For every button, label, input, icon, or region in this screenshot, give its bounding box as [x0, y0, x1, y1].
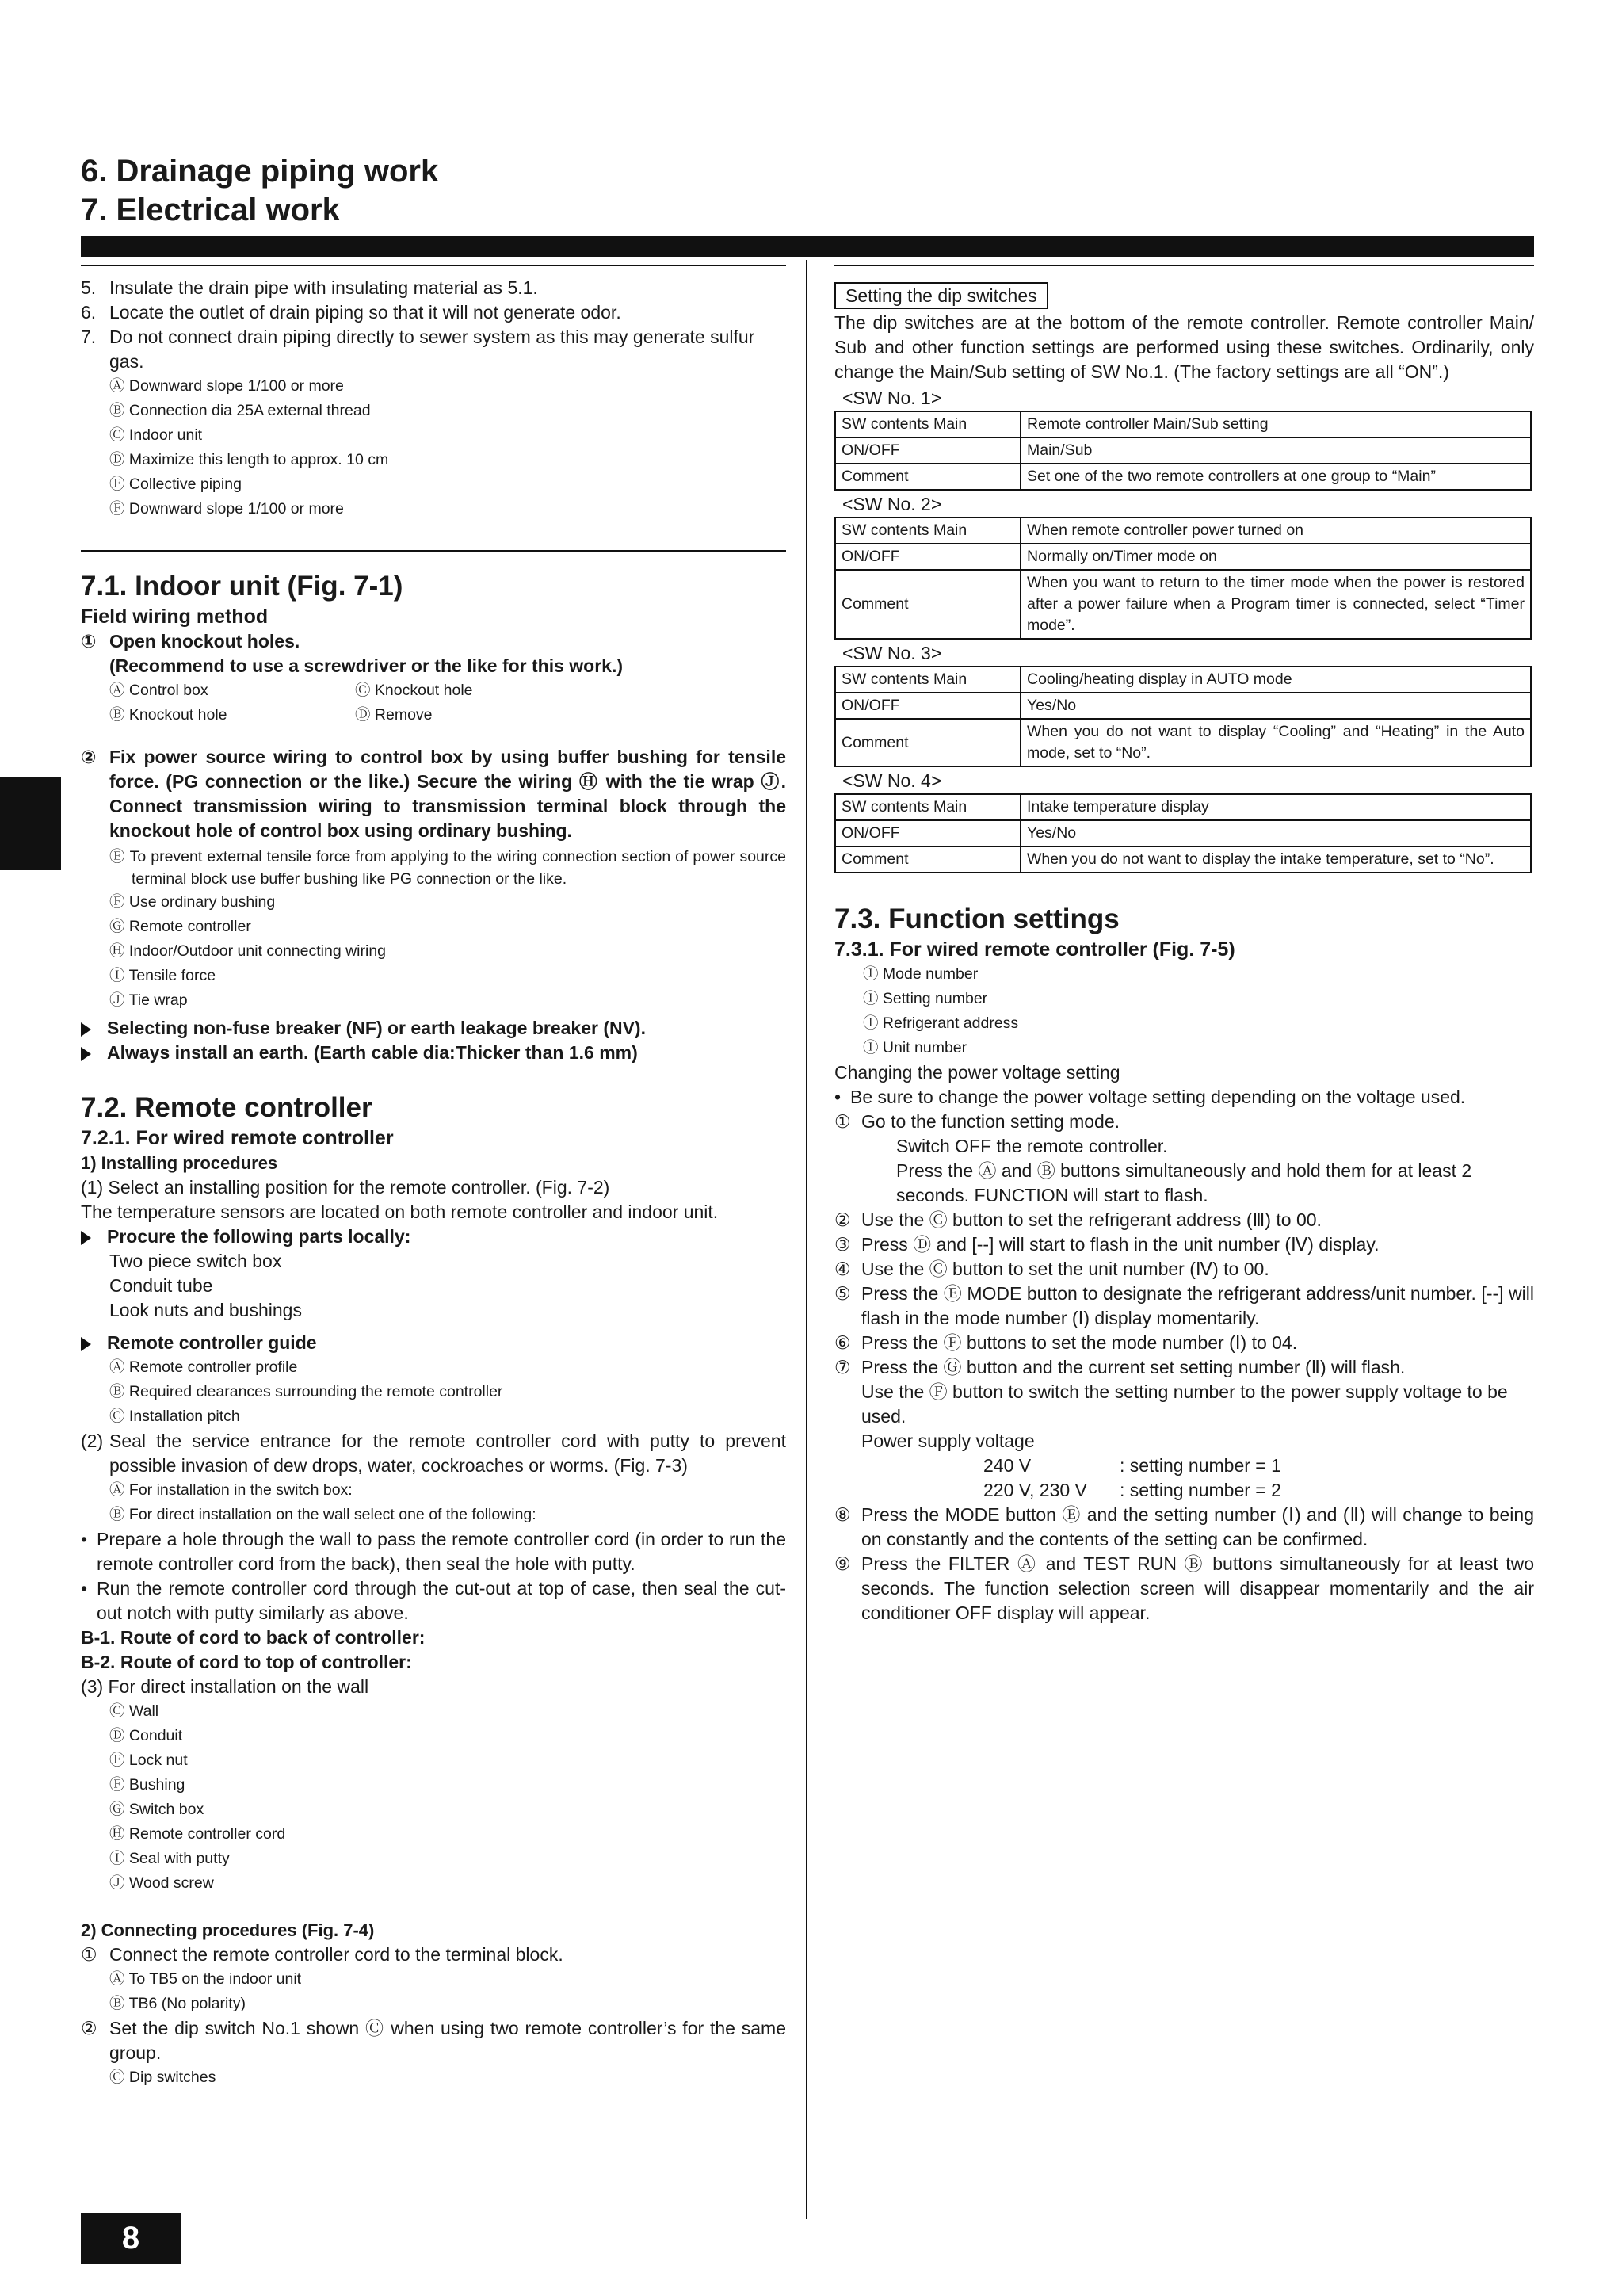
legend-item: Ⓗ Remote controller cord — [109, 1825, 286, 1843]
legend-item: Ⓑ Connection dia 25A external thread — [109, 402, 371, 419]
legend-item: Ⓘ Mode number — [863, 965, 979, 983]
title-line-1: 6. Drainage piping work — [81, 154, 439, 189]
legend-item: Ⓑ Required clearances surrounding the remote controller — [109, 1383, 503, 1400]
func-step: ③ Press Ⓓ and [--] will start to flash in the unit number (Ⅳ) display. — [834, 1234, 1380, 1255]
legend-item: Ⓗ Indoor/Outdoor unit connecting wiring — [109, 942, 387, 960]
part-item: Look nuts and bushings — [109, 1300, 302, 1320]
sw-table-1 — [834, 411, 1532, 491]
legend-item: Ⓕ Downward slope 1/100 or more — [109, 500, 344, 518]
table-row: ON/OFF Normally on/Timer mode on — [835, 544, 1531, 570]
legend-item: Ⓙ Wood screw — [109, 1874, 214, 1892]
sw-table-label: <SW No. 4> — [842, 770, 942, 791]
table-row: Comment When you do not want to display the intake temperature, set to “No”. — [835, 846, 1531, 873]
legend-item: Ⓕ Use ordinary bushing — [109, 893, 276, 911]
dip-switch-label: Setting the dip switches — [834, 282, 1048, 309]
rule — [834, 265, 1534, 266]
drain-items — [81, 276, 786, 374]
legend-item: Ⓒ Installation pitch — [109, 1408, 240, 1425]
legend-2 — [81, 843, 786, 1013]
legend-item: Ⓔ To prevent external tensile force from applying to the wiring connection section of power source terminal block use buffer bushing like PG connection or the like. — [109, 848, 786, 888]
func-step: Switch OFF the remote controller. — [896, 1136, 1168, 1156]
sw-table-label: <SW No. 3> — [842, 643, 942, 663]
func-step: ⑦ Press the Ⓖ button and the current set setting number (Ⅱ) will flash. — [834, 1357, 1406, 1377]
func-step: ⑨ Press the FILTER Ⓐ and TEST RUN Ⓑ buttons simultaneously for at least two seconds. The function selection screen will disappear momentarily and the air conditioner OFF display will appear. — [834, 1553, 1534, 1623]
voltage-row: 240 V : setting number = 1 — [983, 1455, 1281, 1476]
legend-item: Ⓐ Downward slope 1/100 or more — [109, 377, 344, 395]
legend-item: Ⓖ Switch box — [109, 1801, 204, 1818]
right-column — [834, 265, 1534, 1626]
changing-voltage: Changing the power voltage setting — [834, 1062, 1120, 1083]
legend-item: Ⓒ Indoor unit — [109, 426, 203, 444]
page-title — [81, 152, 438, 230]
table-row: ON/OFF Yes/No — [835, 693, 1531, 719]
legend-item: Ⓐ Remote controller profile — [109, 1358, 298, 1376]
list-item: 6. Locate the outlet of drain piping so that it will not generate odor. — [81, 302, 621, 323]
part-item: Conduit tube — [109, 1275, 213, 1296]
triangle-bullet-icon — [81, 1022, 91, 1037]
triangle-bullet-icon — [81, 1047, 91, 1061]
legend-item: Ⓓ Conduit — [109, 1727, 183, 1744]
section-7-3-1-heading: 7.3.1. For wired remote controller (Fig. 7-5) — [834, 938, 1235, 961]
step-1-note: (Recommend to use a screwdriver or the like for this work.) — [109, 655, 624, 676]
bullet-item: • Be sure to change the power voltage setting depending on the voltage used. — [834, 1087, 1466, 1107]
table-row: ON/OFF Yes/No — [835, 820, 1531, 846]
title-line-2: 7. Electrical work — [81, 193, 340, 227]
sensor-note: The temperature sensors are located on both remote controller and indoor unit. — [81, 1201, 719, 1222]
bullet-item: • Run the remote controller cord through the cut-out at top of case, then seal the cut-out notch with putty similarly as above. — [81, 1578, 786, 1623]
legend-item: Ⓘ Seal with putty — [109, 1850, 230, 1867]
legend-item: Ⓐ For installation in the switch box: — [109, 1481, 353, 1499]
step-1: ① Open knockout holes. — [81, 631, 300, 651]
table-row: SW contents Main When remote controller power turned on — [835, 518, 1531, 544]
left-column — [81, 265, 786, 2090]
legend-item: Ⓔ Collective piping — [109, 476, 242, 493]
breaker-note: Selecting non-fuse breaker (NF) or earth leakage breaker (NV). — [81, 1016, 786, 1041]
legend-item: Ⓖ Remote controller — [109, 918, 251, 935]
legend-item: Ⓘ Setting number — [863, 990, 988, 1007]
table-row: SW contents Main Remote controller Main/Sub setting — [835, 411, 1531, 437]
connect-step-1: ① Connect the remote controller cord to the terminal block. — [81, 1944, 563, 1965]
legend-1: Ⓐ Control box Ⓒ Knockout hole Ⓑ Knockout hole Ⓓ Remove — [109, 682, 473, 724]
legend-item: Ⓐ To TB5 on the indoor unit — [109, 1970, 302, 1988]
legend-item: Ⓘ Tensile force — [109, 967, 216, 984]
legend-item: Ⓕ Bushing — [109, 1776, 185, 1794]
legend-item: Ⓘ Refrigerant address — [863, 1014, 1019, 1032]
table-row: Comment When you do not want to display “Cooling” and “Heating” in the Auto mode, set to “No”. — [835, 719, 1531, 766]
drain-legend — [81, 374, 786, 521]
table-row: SW contents Main Cooling/heating display in AUTO mode — [835, 667, 1531, 693]
installing-heading: 1) Installing procedures — [81, 1153, 278, 1173]
list-item: 5. Insulate the drain pipe with insulating material as 5.1. — [81, 277, 538, 298]
field-wiring-heading: Field wiring method — [81, 606, 269, 628]
func-step: ④ Use the Ⓒ button to set the unit number (Ⅳ) to 00. — [834, 1259, 1269, 1279]
legend-item: Ⓓ Maximize this length to approx. 10 cm — [109, 451, 389, 468]
legend-item: Ⓒ Dip switches — [109, 2069, 216, 2086]
earth-note: Always install an earth. (Earth cable dia:Thicker than 1.6 mm) — [81, 1041, 786, 1065]
legend-item: Ⓒ Wall — [109, 1702, 159, 1720]
section-7-1-heading: 7.1. Indoor unit (Fig. 7-1) — [81, 571, 403, 602]
procure-note: Procure the following parts locally: — [81, 1224, 786, 1249]
seal-step: (2) Seal the service entrance for the remote controller cord with putty to prevent possible invasion of dew drops, water, cockroaches or worms. (Fig. 7-3) — [81, 1431, 786, 1476]
connecting-heading: 2) Connecting procedures (Fig. 7-4) — [81, 1920, 375, 1940]
language-tab — [0, 777, 61, 870]
triangle-bullet-icon — [81, 1231, 91, 1245]
bullet-item: • Prepare a hole through the wall to pass the remote controller cord (in order to run the remote controller cord from the back), then seal the hole with putty. — [81, 1529, 786, 1574]
legend-item: Ⓔ Lock nut — [109, 1752, 188, 1769]
sw-table-3 — [834, 666, 1532, 767]
step-2: ② Fix power source wiring to control box by using buffer bushing for tensile force. (PG connection or the like.) Secure the wiring Ⓗ with the tie wrap Ⓙ. Connect transmission wiring to transmission terminal block through the knockout hole of control box using ordinary bushing. — [81, 747, 786, 841]
section-7-2-heading: 7.2. Remote controller — [81, 1092, 372, 1123]
legend-item: Ⓑ TB6 (No polarity) — [109, 1995, 246, 2012]
page-number: 8 — [81, 2213, 181, 2264]
direct-install: (3) For direct installation on the wall — [81, 1676, 369, 1697]
voltage-row: 220 V, 230 V : setting number = 2 — [983, 1480, 1281, 1500]
route-back: B-1. Route of cord to back of controller: — [81, 1627, 426, 1648]
func-step: ② Use the Ⓒ button to set the refrigerant address (Ⅲ) to 00. — [834, 1209, 1322, 1230]
table-row: ON/OFF Main/Sub — [835, 437, 1531, 464]
column-divider — [806, 260, 807, 2219]
func-step: Power supply voltage — [861, 1431, 1035, 1451]
sw-table-4 — [834, 793, 1532, 873]
func-step: ⑧ Press the MODE button Ⓔ and the setting number (Ⅰ) and (Ⅱ) will change to being on constantly and the contents of the setting can be confirmed. — [834, 1504, 1534, 1549]
dip-intro: The dip switches are at the bottom of the remote controller. Remote controller Main/ Sub and other function settings are performed using these switches. Ordinarily, only change the Main/Sub setting of SW No.1. (The factory settings are all “ON”.) — [834, 312, 1534, 382]
route-top: B-2. Route of cord to top of controller: — [81, 1652, 412, 1672]
sw-table-label: <SW No. 2> — [842, 494, 942, 514]
func-step: ⑥ Press the Ⓕ buttons to set the mode number (Ⅰ) to 04. — [834, 1332, 1298, 1353]
header-bar — [81, 236, 1534, 257]
table-row: Comment When you want to return to the timer mode when the power is restored after a power failure when a Program timer is connected, select “Timer mode”. — [835, 570, 1531, 639]
func-step: Press the Ⓐ and Ⓑ buttons simultaneously and hold them for at least 2 seconds. FUNCTION will start to flash. — [896, 1160, 1472, 1205]
install-step-1: (1) Select an installing position for the remote controller. (Fig. 7-2) — [81, 1177, 610, 1198]
triangle-bullet-icon — [81, 1337, 91, 1351]
list-item: 7. Do not connect drain piping directly to sewer system as this may generate sulfur gas. — [81, 327, 755, 372]
section-7-3-heading: 7.3. Function settings — [834, 904, 1120, 934]
table-row: SW contents Main Intake temperature display — [835, 794, 1531, 820]
sw-table-label: <SW No. 1> — [842, 388, 942, 408]
guide-note: Remote controller guide — [81, 1331, 786, 1355]
section-7-2-1-heading: 7.2.1. For wired remote controller — [81, 1127, 394, 1149]
table-row: Comment Set one of the two remote controllers at one group to “Main” — [835, 464, 1531, 490]
sw-table-2 — [834, 517, 1532, 640]
legend-item: Ⓑ For direct installation on the wall select one of the following: — [109, 1506, 536, 1523]
legend-item: Ⓘ Unit number — [863, 1039, 967, 1056]
func-step: ① Go to the function setting mode. — [834, 1111, 1120, 1132]
legend-item: Ⓙ Tie wrap — [109, 991, 188, 1009]
connect-step-2: ② Set the dip switch No.1 shown Ⓒ when using two remote controller’s for the same group. — [81, 2018, 786, 2063]
part-item: Two piece switch box — [109, 1251, 282, 1271]
func-step: ⑤ Press the Ⓔ MODE button to designate the refrigerant address/unit number. [--] will flash in the mode number (Ⅰ) display momentarily. — [834, 1283, 1534, 1328]
func-step: Use the Ⓕ button to switch the setting number to the power supply voltage to be used. — [861, 1381, 1508, 1427]
